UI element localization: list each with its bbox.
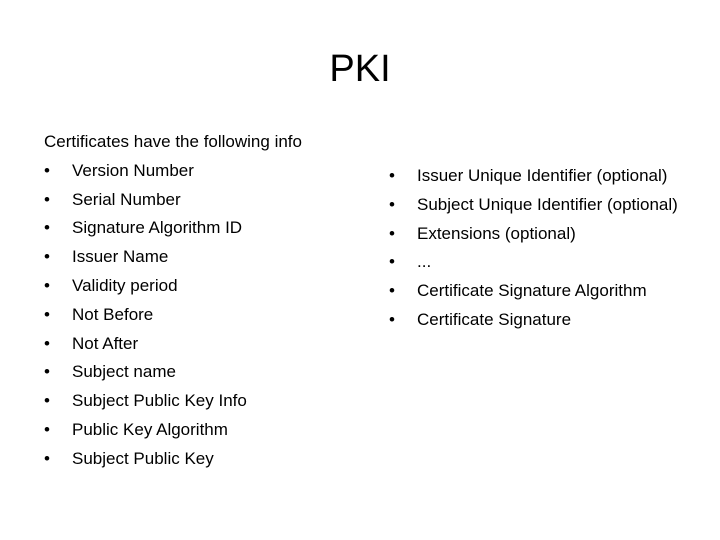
list-item-text: Signature Algorithm ID <box>72 218 243 238</box>
list-item-text: Not After <box>72 333 139 353</box>
list-item-text: Subject Public Key <box>72 448 214 468</box>
bullet-icon: • <box>389 309 395 329</box>
bullet-icon: • <box>44 362 50 382</box>
list-item <box>389 277 709 306</box>
list-item-text: Certificate Signature Algorithm <box>417 281 647 301</box>
bullet-icon: • <box>44 247 50 267</box>
list-item <box>44 186 364 215</box>
list-item-text: Version Number <box>72 160 194 180</box>
bullet-icon: • <box>44 419 50 439</box>
bullet-icon: • <box>44 391 50 411</box>
right-bullet-list <box>389 162 709 335</box>
left-column <box>44 128 364 474</box>
list-item-text: Subject Public Key Info <box>72 391 247 411</box>
list-item <box>389 191 709 220</box>
list-item <box>389 162 709 191</box>
list-item <box>44 445 364 474</box>
list-item-text: Issuer Name <box>72 247 169 267</box>
bullet-icon: • <box>44 160 50 180</box>
slide-title: PKI <box>329 48 391 90</box>
list-item-text: Subject name <box>72 362 176 382</box>
list-item <box>44 301 364 330</box>
bullet-icon: • <box>389 223 395 243</box>
list-item <box>389 220 709 249</box>
list-item <box>44 330 364 359</box>
bullet-icon: • <box>389 194 395 214</box>
list-item <box>44 243 364 272</box>
left-bullet-list <box>44 157 364 474</box>
list-item <box>44 157 364 186</box>
list-item-text: Serial Number <box>72 189 181 209</box>
bullet-icon: • <box>44 304 50 324</box>
bullet-icon: • <box>44 333 50 353</box>
list-item-text: Public Key Algorithm <box>72 419 228 439</box>
list-item-text: Validity period <box>72 275 178 295</box>
list-item <box>44 416 364 445</box>
bullet-icon: • <box>44 448 50 468</box>
bullet-icon: • <box>389 252 395 272</box>
list-item <box>389 248 709 277</box>
list-item-text: Extensions (optional) <box>417 223 576 243</box>
list-item-text: Certificate Signature <box>417 309 572 329</box>
list-item-text: ... <box>417 252 432 272</box>
list-item <box>44 387 364 416</box>
list-item-text: Not Before <box>72 304 154 324</box>
bullet-icon: • <box>44 218 50 238</box>
list-item-text: Issuer Unique Identifier (optional) <box>417 166 668 185</box>
list-item <box>44 272 364 301</box>
list-item <box>389 306 709 335</box>
bullet-icon: • <box>44 275 50 295</box>
bullet-icon: • <box>389 281 395 301</box>
intro-text: Certificates have the following info <box>44 132 302 151</box>
right-column <box>389 162 709 335</box>
bullet-icon: • <box>44 189 50 209</box>
bullet-icon: • <box>389 166 395 185</box>
list-item <box>44 358 364 387</box>
list-item <box>44 214 364 243</box>
list-item-text: Subject Unique Identifier (optional) <box>417 194 678 214</box>
